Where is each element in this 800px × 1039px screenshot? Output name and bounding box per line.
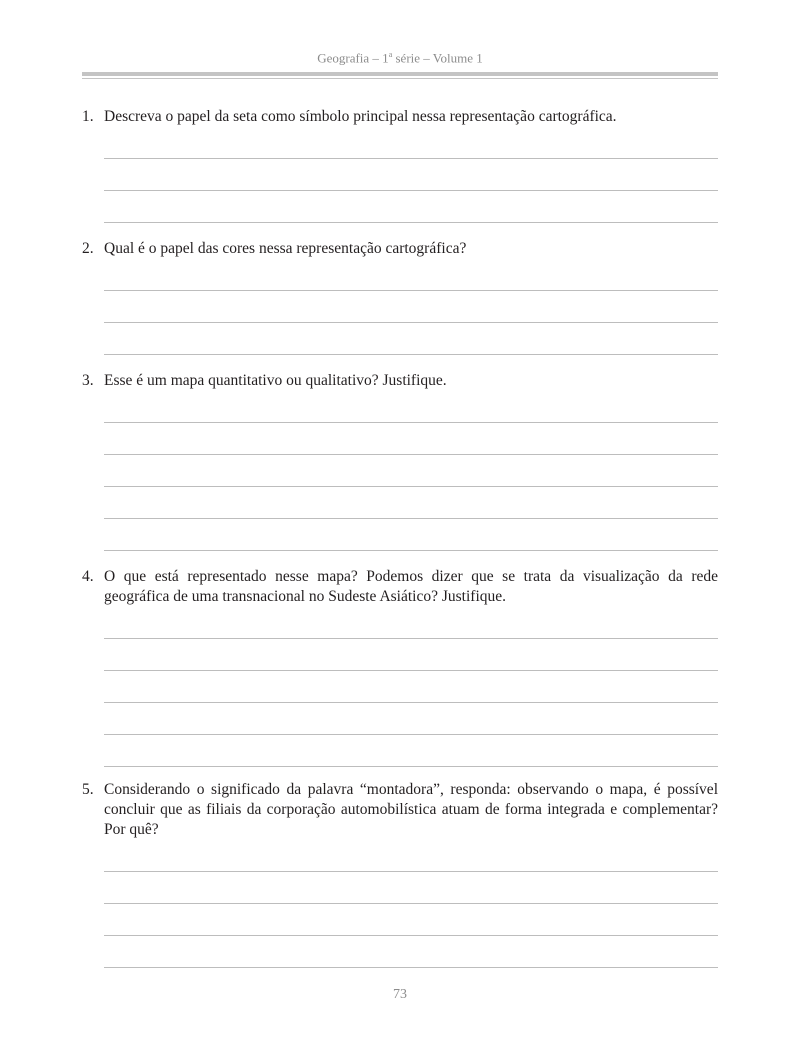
running-header (0, 50, 800, 66)
question-2-answer-area[interactable] (104, 290, 718, 355)
answer-line[interactable] (104, 935, 718, 936)
answer-line[interactable] (104, 290, 718, 291)
answer-line[interactable] (104, 967, 718, 968)
question-2-prompt (82, 239, 718, 259)
question-1-number: 1. (82, 108, 94, 125)
question-1 (82, 107, 718, 223)
question-4-answer-area[interactable] (104, 638, 718, 767)
header-title-suffix: série – Volume 1 (392, 50, 483, 66)
answer-line[interactable] (104, 518, 718, 519)
answer-line[interactable] (104, 670, 718, 671)
answer-line[interactable] (104, 550, 718, 551)
answer-line[interactable] (104, 903, 718, 904)
answer-line[interactable] (104, 190, 718, 191)
answer-line[interactable] (104, 158, 718, 159)
question-3-answer-area[interactable] (104, 422, 718, 551)
question-4-number: 4. (82, 568, 94, 585)
header-title-prefix: Geografia – 1 (317, 50, 389, 66)
header-rule (82, 72, 718, 79)
question-5-text: Considerando o significado da palavra “montadora”, responda: observando o mapa, é possível concluir que as filiais da corporação automobilística atuam de forma integrada e complementar? Por quê? (104, 781, 718, 838)
answer-line[interactable] (104, 322, 718, 323)
question-3-number: 3. (82, 372, 94, 389)
question-3 (82, 371, 718, 551)
question-5-number: 5. (82, 781, 94, 798)
answer-line[interactable] (104, 422, 718, 423)
question-2 (82, 239, 718, 355)
question-5-answer-area[interactable] (104, 871, 718, 968)
answer-line[interactable] (104, 734, 718, 735)
question-4-prompt (82, 567, 718, 607)
question-3-text: Esse é um mapa quantitativo ou qualitativo? Justifique. (104, 372, 447, 389)
answer-line[interactable] (104, 222, 718, 223)
question-2-number: 2. (82, 240, 94, 257)
question-1-answer-area[interactable] (104, 158, 718, 223)
answer-line[interactable] (104, 766, 718, 767)
question-2-text: Qual é o papel das cores nessa representação cartográfica? (104, 240, 467, 257)
question-1-text: Descreva o papel da seta como símbolo principal nessa representação cartográfica. (104, 108, 617, 125)
header-title-superscript: a (388, 50, 393, 59)
question-5 (82, 780, 718, 968)
page-number: 73 (393, 987, 407, 1002)
question-4 (82, 567, 718, 767)
answer-line[interactable] (104, 354, 718, 355)
question-1-prompt (82, 107, 718, 127)
answer-line[interactable] (104, 454, 718, 455)
answer-line[interactable] (104, 638, 718, 639)
answer-line[interactable] (104, 486, 718, 487)
answer-line[interactable] (104, 702, 718, 703)
question-3-prompt (82, 371, 718, 391)
question-5-prompt (82, 780, 718, 840)
question-4-text: O que está representado nesse mapa? Podemos dizer que se trata da visualização da rede geográfica de uma transnacional no Sudeste Asiático? Justifique. (104, 568, 718, 605)
answer-line[interactable] (104, 871, 718, 872)
